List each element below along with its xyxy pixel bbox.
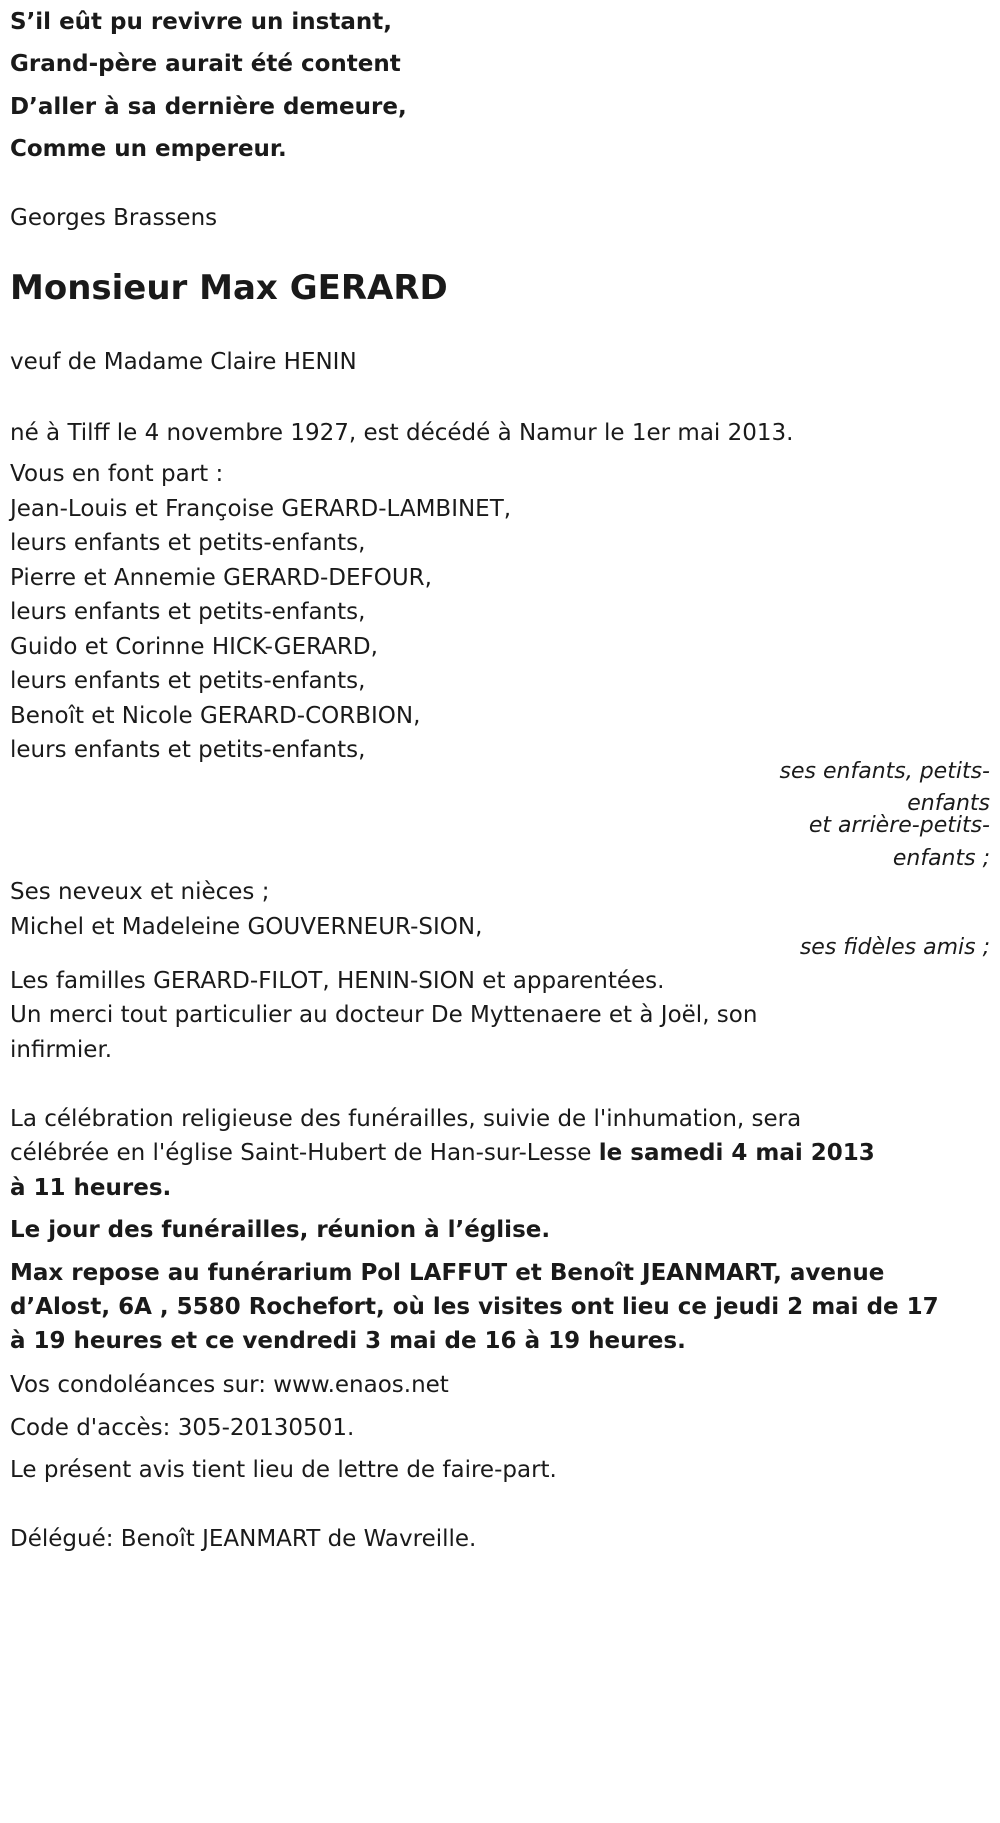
condolences-line: Vos condoléances sur: www.enaos.net xyxy=(10,1372,449,1398)
delegate-line: Délégué: Benoît JEANMART de Wavreille. xyxy=(10,1526,477,1552)
ceremony-line-2 xyxy=(10,1138,875,1168)
poem-line-2: Grand-père aurait été content xyxy=(10,51,401,77)
children-caption-3: et arrière-petits- xyxy=(808,813,990,838)
meeting-line: Le jour des funérailles, réunion à l’église. xyxy=(10,1217,551,1243)
family-line-1: Jean-Louis et Françoise GERARD-LAMBINET, xyxy=(10,496,512,522)
family-line-6: leurs enfants et petits-enfants, xyxy=(10,668,366,694)
poem-line-3: D’aller à sa dernière demeure, xyxy=(10,94,407,120)
thanks-line-2: infirmier. xyxy=(10,1037,113,1063)
children-caption-4: enfants ; xyxy=(892,846,990,871)
rest-line-3: à 19 heures et ce vendredi 3 mai de 16 à 19 heures. xyxy=(10,1328,686,1354)
ceremony-line-1: La célébration religieuse des funérailles, suivie de l'inhumation, sera xyxy=(10,1106,802,1132)
poem-line-4: Comme un empereur. xyxy=(10,136,287,162)
family-line-7: Benoît et Nicole GERARD-CORBION, xyxy=(10,703,421,729)
children-caption-2: enfants xyxy=(907,791,990,816)
family-line-8: leurs enfants et petits-enfants, xyxy=(10,737,366,763)
ceremony-date: le samedi 4 mai 2013 xyxy=(598,1140,875,1166)
family-line-5: Guido et Corinne HICK-GERARD, xyxy=(10,634,378,660)
deceased-name: Monsieur Max GERARD xyxy=(10,268,448,308)
family-line-3: Pierre et Annemie GERARD-DEFOUR, xyxy=(10,565,432,591)
family-line-4: leurs enfants et petits-enfants, xyxy=(10,599,366,625)
families-line: Les familles GERARD-FILOT, HENIN-SION et apparentées. xyxy=(10,968,665,994)
thanks-line-1: Un merci tout particulier au docteur De Myttenaere et à Joël, son xyxy=(10,1002,758,1028)
children-caption-1: ses enfants, petits- xyxy=(779,759,990,784)
rest-line-2: d’Alost, 6A , 5580 Rochefort, où les visites ont lieu ce jeudi 2 mai de 17 xyxy=(10,1294,939,1320)
notice-line: Le présent avis tient lieu de lettre de faire-part. xyxy=(10,1457,557,1483)
poem-author: Georges Brassens xyxy=(10,205,218,231)
announcers-intro: Vous en font part : xyxy=(10,461,224,487)
access-code-line: Code d'accès: 305-20130501. xyxy=(10,1415,355,1441)
friends-names: Michel et Madeleine GOUVERNEUR-SION, xyxy=(10,914,483,940)
poem-line-1: S’il eût pu revivre un instant, xyxy=(10,9,392,35)
family-line-2: leurs enfants et petits-enfants, xyxy=(10,530,366,556)
ceremony-time: à 11 heures. xyxy=(10,1175,172,1201)
rest-line-1: Max repose au funérarium Pol LAFFUT et Benoît JEANMART, avenue xyxy=(10,1260,885,1286)
birth-death-line: né à Tilff le 4 novembre 1927, est décédé à Namur le 1er mai 2013. xyxy=(10,420,794,446)
widower-of: veuf de Madame Claire HENIN xyxy=(10,349,357,375)
ceremony-church: célébrée en l'église Saint-Hubert de Han-sur-Lesse xyxy=(10,1140,599,1166)
friends-caption: ses fidèles amis ; xyxy=(799,935,990,960)
nephews-line: Ses neveux et nièces ; xyxy=(10,879,270,905)
